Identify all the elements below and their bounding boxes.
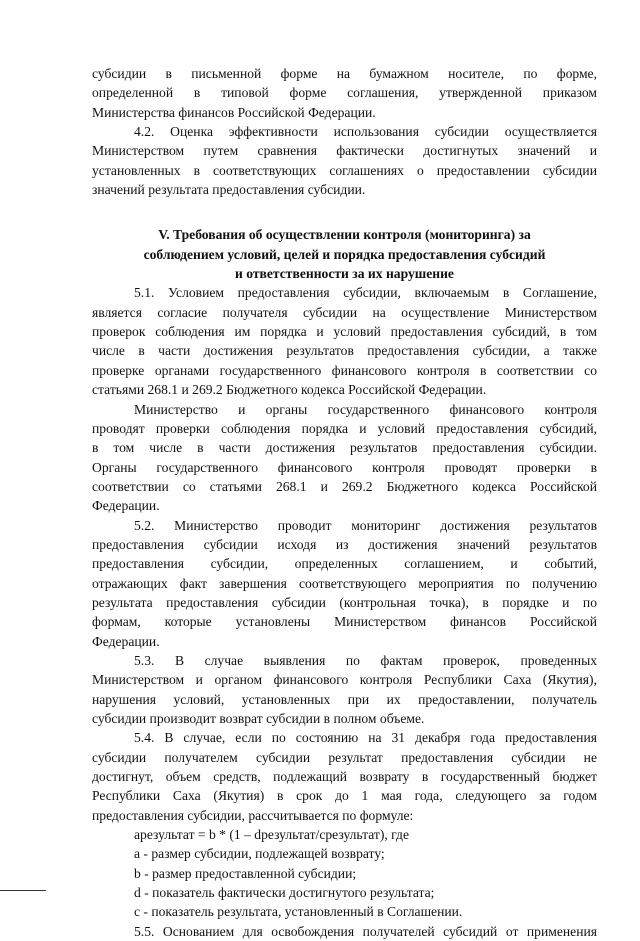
text-line: проводят проверки соблюдения порядка и условий предоставления субсидий, <box>92 420 597 436</box>
paragraph-5-1 <box>92 283 597 399</box>
heading-line: V. Требования об осуществлении контроля (мониторинга) за <box>158 227 531 243</box>
formula-line: aрезультат = b * (1 – dрезультат/срезультат), где <box>134 827 410 843</box>
text-line: проверок соблюдения им порядка и условий предоставления субсидий, в том <box>92 324 597 340</box>
formula-legend-b: b - размер предоставленной субсидии; <box>134 865 357 881</box>
text-line: Федерации. <box>92 633 160 649</box>
text-line: статьями 268.1 и 269.2 Бюджетного кодекса Российской Федерации. <box>92 382 487 398</box>
text-line: в том числе в части достижения результатов предоставления субсидии. <box>92 440 597 456</box>
text-line: Министерством и органом финансового контроля Республики Саха (Якутия), <box>92 672 597 688</box>
footnote-rule <box>0 890 46 891</box>
formula-legend-a: a - размер субсидии, подлежащей возврату; <box>134 846 385 862</box>
text-line: субсидии производит возврат субсидии в полном объеме. <box>92 711 425 726</box>
text-line: предоставления субсидии, рассчитывается по формуле: <box>92 807 414 823</box>
section-spacer <box>92 199 597 225</box>
section-heading <box>92 225 597 283</box>
text-line: нарушения условий, установленных при их предоставлении, получатель <box>92 691 597 707</box>
text-line: числе в части достижения результатов предоставления субсидии, а также <box>92 343 597 359</box>
paragraph-5-4 <box>92 728 597 825</box>
text-line: Органы государственного финансового контроля проводят проверки в <box>92 459 597 475</box>
text-line: установленных в соответствующих соглашениях о предоставлении субсидии <box>92 162 597 178</box>
text-line: достигнут, объем средств, подлежащий возврату в государственный бюджет <box>92 769 597 785</box>
page-body <box>92 64 597 941</box>
text-line: 5.4. В случае, если по состоянию на 31 декабря года предоставления <box>134 730 597 746</box>
text-line: предоставления субсидии, определенных соглашением, и событий, <box>92 556 597 572</box>
heading-line: и ответственности за их нарушение <box>235 266 454 282</box>
text-line: результата предоставления субсидии (контрольная точка), в порядке и по <box>92 594 597 610</box>
text-line: значений результата предоставления субсидии. <box>92 182 366 198</box>
paragraph-5-2 <box>92 516 597 651</box>
text-line: соответствии со статьями 268.1 и 269.2 Бюджетного кодекса Российской <box>92 478 597 494</box>
text-line: Республики Саха (Якутия) в срок до 1 мая года, следующего за годом <box>92 788 597 804</box>
text-line: Министерство и органы государственного финансового контроля <box>134 401 597 417</box>
paragraph-5-3 <box>92 651 597 728</box>
paragraph-5-5 <box>92 922 597 941</box>
paragraph-5-1-control <box>92 400 597 516</box>
text-line: проверке органами государственного финансового контроля в соответствии со <box>92 362 597 378</box>
text-line: определенной в типовой форме соглашения, утвержденной приказом <box>92 85 597 101</box>
text-line: является согласие получателя субсидии на осуществление Министерством <box>92 304 597 320</box>
heading-line: соблюдением условий, целей и порядка предоставления субсидий <box>143 246 546 262</box>
text-line: 5.5. Основанием для освобождения получателей субсидий от применения <box>134 923 597 939</box>
text-line: предоставления субсидии исходя из достижения значений результатов <box>92 536 597 552</box>
text-line: отражающих факт завершения соответствующего мероприятия по получению <box>92 575 597 591</box>
text-line: Федерации. <box>92 498 160 514</box>
formula-legend-d: d - показатель фактически достигнутого результата; <box>134 885 435 901</box>
paragraph-continuation <box>92 64 597 122</box>
text-line: 5.2. Министерство проводит мониторинг достижения результатов <box>134 517 597 533</box>
text-line: Министерством путем сравнения фактически достигнутых значений и <box>92 143 597 159</box>
text-line: 5.3. В случае выявления по фактам проверок, проведенных <box>134 652 597 668</box>
text-line: 4.2. Оценка эффективности использования субсидии осуществляется <box>134 124 597 140</box>
text-line: субсидии в письменной форме на бумажном носителе, по форме, <box>92 66 597 81</box>
text-line: Министерства финансов Российской Федерации. <box>92 104 376 120</box>
text-line: субсидии получателем субсидии результат предоставления субсидии не <box>92 749 597 765</box>
formula-block <box>92 825 597 922</box>
text-line: 5.1. Условием предоставления субсидии, включаемым в Соглашение, <box>134 285 597 301</box>
formula-legend-c: c - показатель результата, установленный в Соглашении. <box>134 904 463 920</box>
text-line: формам, которые установлены Министерством финансов Российской <box>92 614 597 630</box>
paragraph-4-2 <box>92 122 597 199</box>
